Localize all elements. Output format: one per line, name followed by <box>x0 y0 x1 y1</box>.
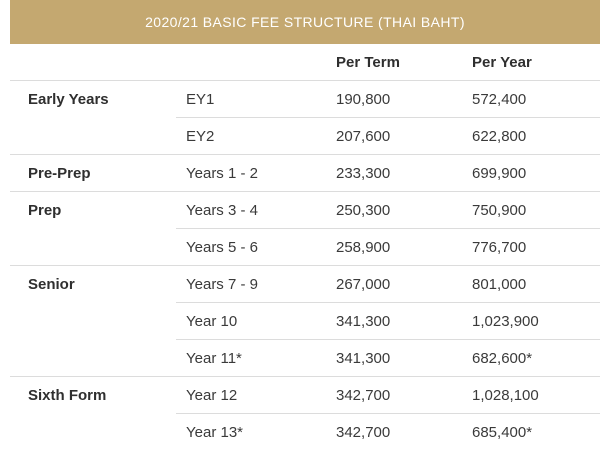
table-title: 2020/21 BASIC FEE STRUCTURE (THAI BAHT) <box>145 14 465 30</box>
table-row <box>10 118 600 155</box>
header-per-term: Per Term <box>336 54 400 71</box>
row-level: Years 5 - 6 <box>186 239 258 256</box>
row-per-term: 250,300 <box>336 202 391 219</box>
table-row <box>10 229 600 266</box>
row-level: Years 3 - 4 <box>186 202 258 219</box>
row-group: Prep <box>28 202 62 219</box>
row-level: EY2 <box>186 128 215 145</box>
row-level: Years 7 - 9 <box>186 276 258 293</box>
fee-table <box>10 44 600 450</box>
row-level: EY1 <box>186 91 215 108</box>
row-per-term: 233,300 <box>336 165 391 182</box>
row-group: Pre-Prep <box>28 165 91 182</box>
row-per-term: 267,000 <box>336 276 391 293</box>
row-group <box>28 118 178 155</box>
row-per-year: 682,600* <box>472 350 533 367</box>
row-per-year: 750,900 <box>472 202 527 219</box>
row-per-term: 258,900 <box>336 239 391 256</box>
row-per-year: 1,028,100 <box>472 387 539 404</box>
row-per-year: 572,400 <box>472 91 527 108</box>
table-row <box>10 303 600 340</box>
row-group: Early Years <box>28 91 109 108</box>
row-per-year: 622,800 <box>472 128 527 145</box>
row-per-year: 699,900 <box>472 165 527 182</box>
row-group <box>28 303 178 340</box>
header-per-year: Per Year <box>472 54 532 71</box>
row-group: Sixth Form <box>28 387 107 404</box>
table-row <box>10 266 600 303</box>
row-level: Year 11* <box>186 350 242 367</box>
row-level: Year 10 <box>186 313 238 330</box>
table-row <box>10 377 600 414</box>
row-per-term: 190,800 <box>336 91 391 108</box>
table-row <box>10 414 600 450</box>
row-per-term: 341,300 <box>336 350 391 367</box>
table-title-banner <box>10 0 600 44</box>
row-level: Years 1 - 2 <box>186 165 258 182</box>
row-group: Senior <box>28 276 75 293</box>
row-per-term: 342,700 <box>336 424 391 441</box>
table-row <box>10 340 600 377</box>
table-row <box>10 81 600 118</box>
row-level: Year 13* <box>186 424 243 441</box>
row-per-year: 685,400* <box>472 424 533 441</box>
row-per-year: 801,000 <box>472 276 527 293</box>
row-per-term: 341,300 <box>336 313 391 330</box>
row-per-term: 342,700 <box>336 387 391 404</box>
row-group <box>28 340 178 377</box>
row-group <box>28 229 178 266</box>
table-row <box>10 192 600 229</box>
table-header-row <box>10 44 600 81</box>
row-level: Year 12 <box>186 387 238 404</box>
row-per-year: 776,700 <box>472 239 527 256</box>
table-row <box>10 155 600 192</box>
row-per-year: 1,023,900 <box>472 313 539 330</box>
row-group <box>28 414 178 450</box>
row-per-term: 207,600 <box>336 128 391 145</box>
